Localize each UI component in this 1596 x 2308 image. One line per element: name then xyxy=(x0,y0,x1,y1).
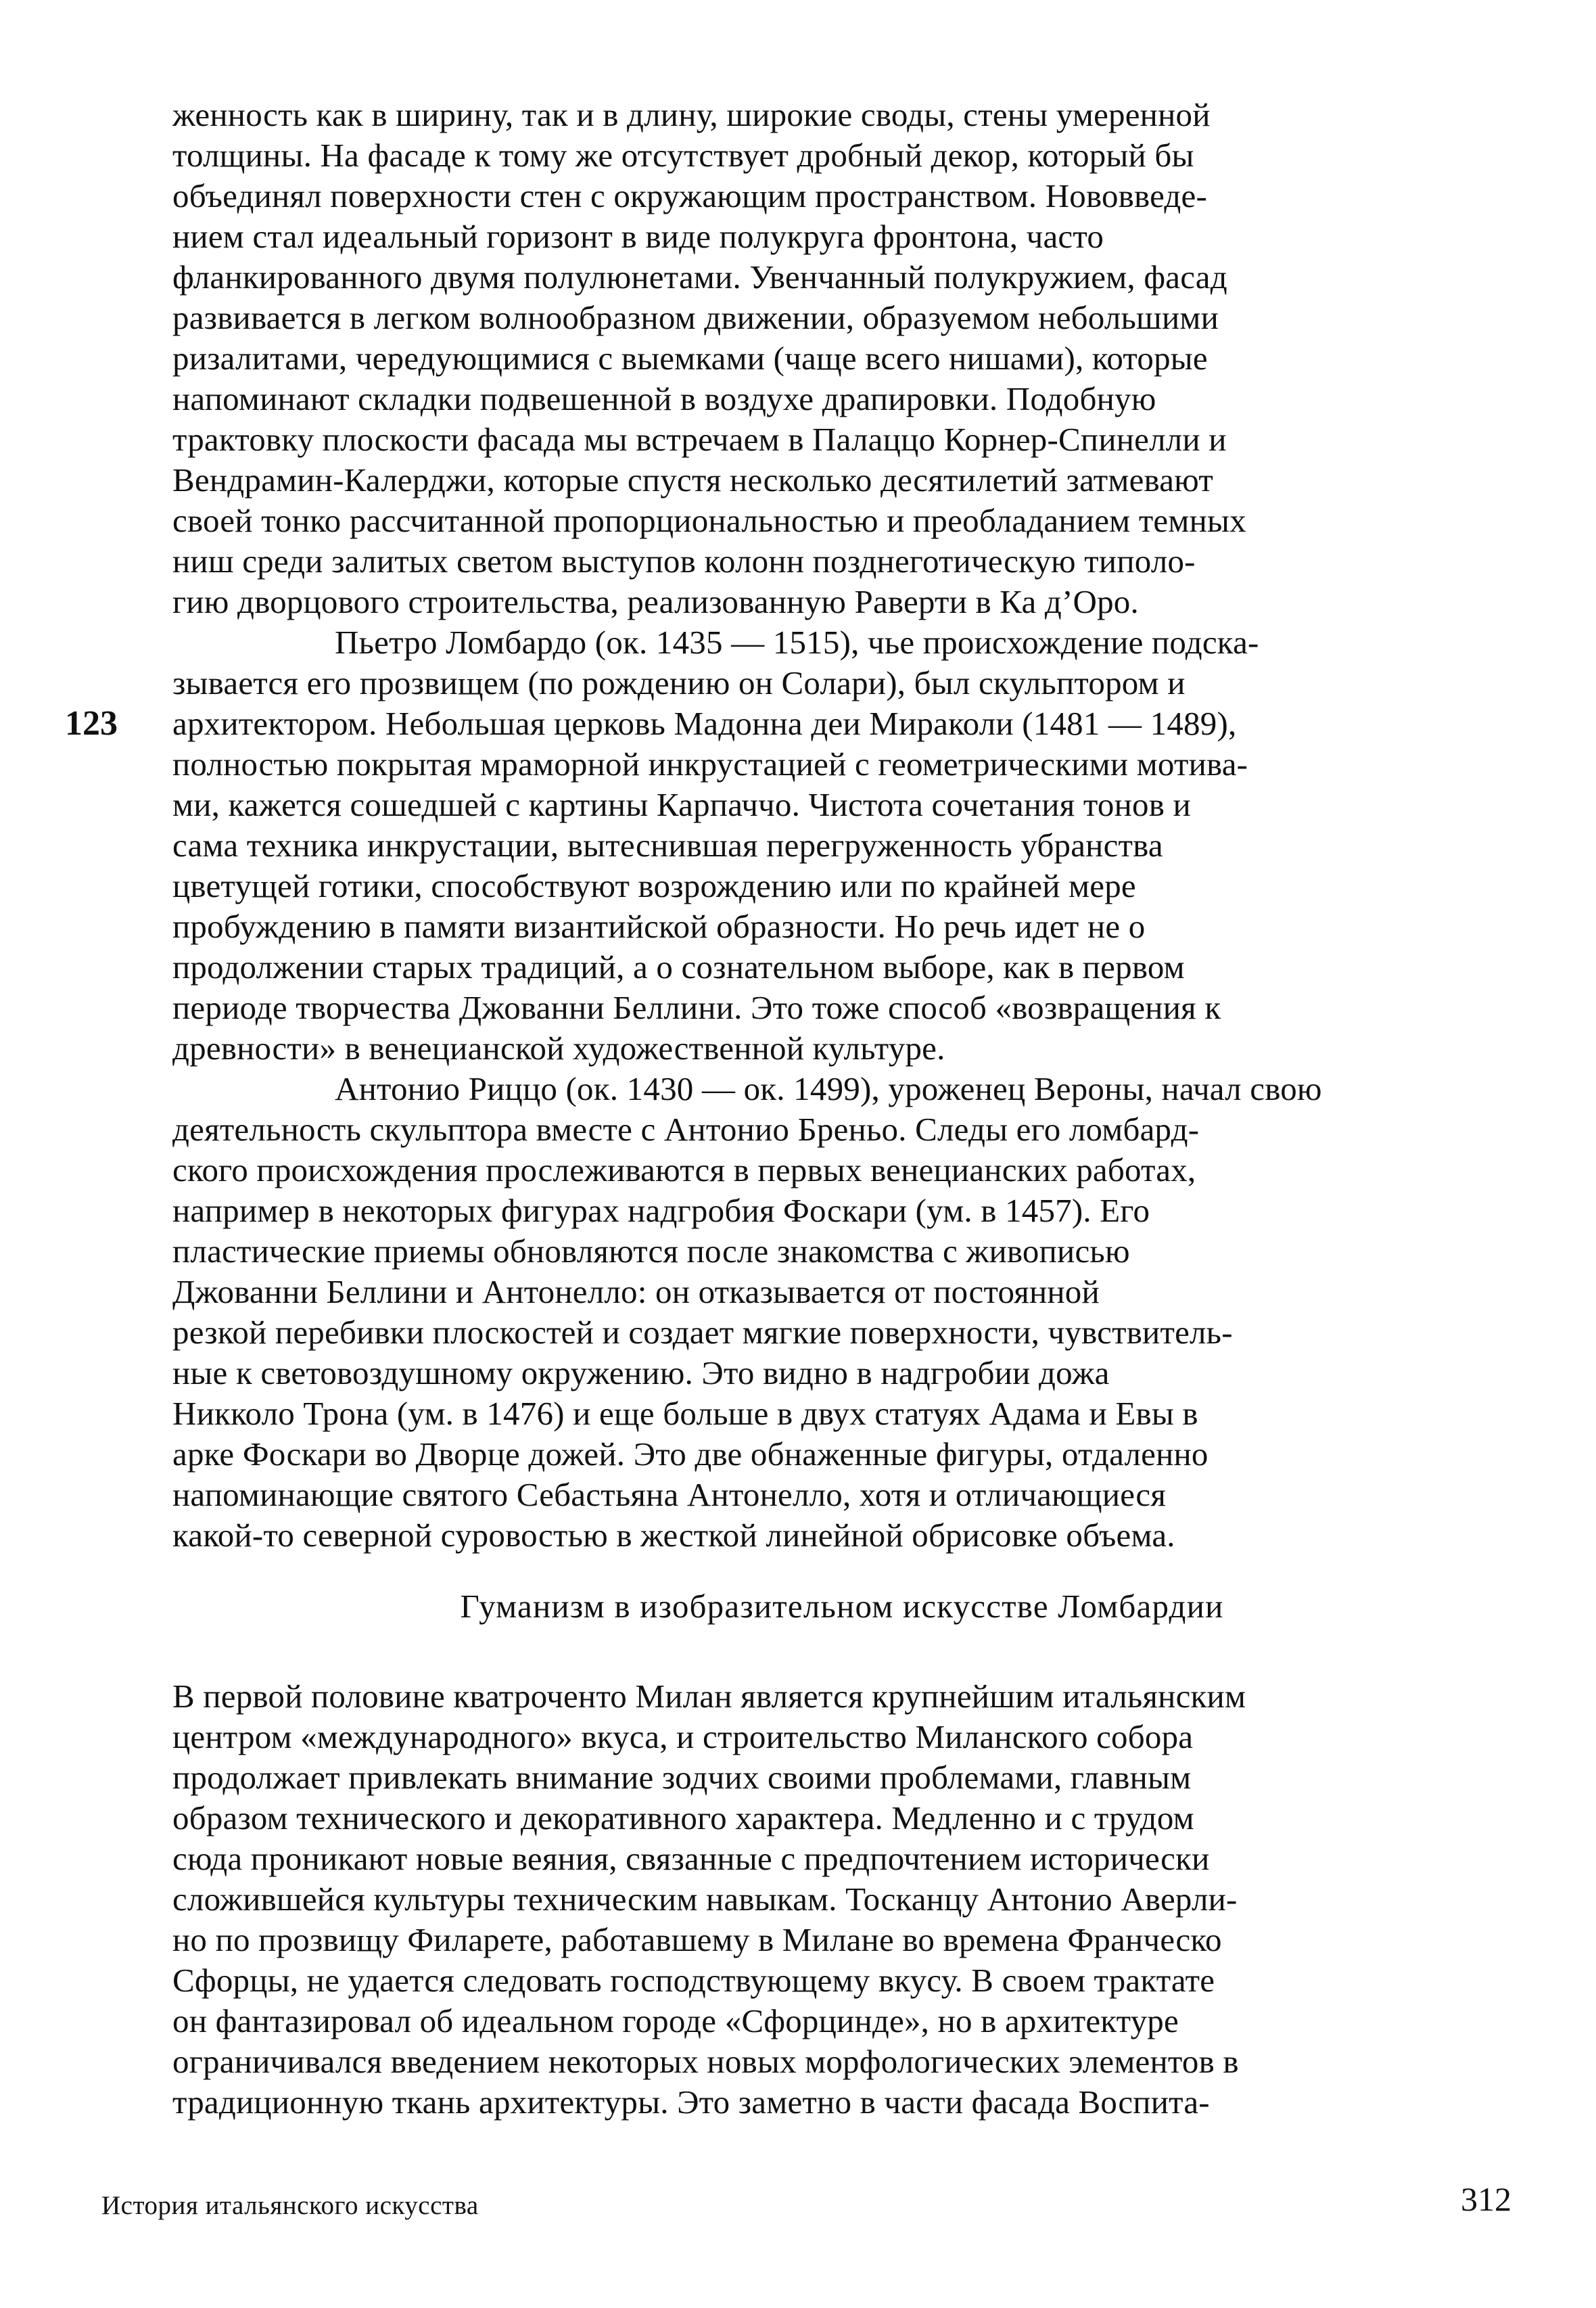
text-line: образом технического и декоративного характера. Медленно и с трудом xyxy=(172,1799,1194,1837)
text-line: например в некоторых фигурах надгробия Фоскари (ум. в 1457). Его xyxy=(172,1192,1150,1229)
text-line: цветущей готики, способствуют возрождению или по крайней мере xyxy=(172,867,1136,904)
text-line: ми, кажется сошедшей с картины Карпаччо. Чистота сочетания тонов и xyxy=(172,786,1191,823)
text-line: В первой половине кватроченто Милан является крупнейшим итальянским xyxy=(172,1678,1246,1715)
text-line: фланкированного двумя полулюнетами. Увенчанный полукружием, фасад xyxy=(172,258,1227,296)
text-line: он фантазировал об идеальном городе «Сфорцинде», но в архитектуре xyxy=(172,2002,1179,2039)
text-line: напоминающие святого Себастьяна Антонелло, хотя и отличающиеся xyxy=(172,1476,1167,1513)
text-line: нием стал идеальный горизонт в виде полукруга фронтона, часто xyxy=(172,218,1104,255)
text-line: напоминают складки подвешенной в воздухе драпировки. Подобную xyxy=(172,380,1156,417)
text-line: сама техника инкрустации, вытеснившая перегруженность убранства xyxy=(172,827,1163,864)
text-line: продолжении старых традиций, а о сознательном выборе, как в первом xyxy=(172,948,1185,986)
text-line: Сфорцы, не удается следовать господствующему вкусу. В своем трактате xyxy=(172,1962,1215,1999)
text-line: традиционную ткань архитектуры. Это заметно в части фасада Воспита- xyxy=(172,2083,1210,2121)
text-line: пробуждению в памяти византийской образности. Но речь идет не о xyxy=(172,908,1146,945)
text-line: Джованни Беллини и Антонелло: он отказывается от постоянной xyxy=(172,1273,1100,1310)
body-text-section-2 xyxy=(172,1676,1532,2123)
text-line: ниш среди залитых светом выступов колонн позднеготическую типоло- xyxy=(172,543,1196,580)
text-line: деятельность скульптора вместе с Антонио Бреньо. Следы его ломбард- xyxy=(172,1111,1200,1148)
text-line: продолжает привлекать внимание зодчих своими проблемами, главным xyxy=(172,1759,1192,1796)
text-line: но по прозвищу Филарете, работавшему в Милане во времена Франческо xyxy=(172,1921,1222,1958)
text-line: сюда проникают новые веяния, связанные с предпочтением исторически xyxy=(172,1840,1210,1877)
text-line: сложившейся культуры техническим навыкам. Тосканцу Антонио Аверли- xyxy=(172,1880,1238,1918)
text-line: полностью покрытая мраморной инкрустацией с геометрическими мотива- xyxy=(172,745,1248,783)
page-number: 312 xyxy=(1461,2180,1511,2218)
text-line: пластические приемы обновляются после знакомства с живописью xyxy=(172,1232,1130,1270)
text-line: какой-то северной суровостью в жесткой линейной обрисовке объема. xyxy=(172,1517,1175,1554)
marginal-illustration-number: 123 xyxy=(65,704,118,743)
text-line: зывается его прозвищем (по рождению он Солари), был скульптором и xyxy=(172,664,1186,701)
text-line: Пьетро Ломбардо (ок. 1435 — 1515), чье происхождение подска- xyxy=(335,624,1259,661)
text-line: толщины. На фасаде к тому же отсутствует дробный декор, который бы xyxy=(172,137,1194,174)
text-line: архитектором. Небольшая церковь Мадонна деи Мираколи (1481 — 1489), xyxy=(172,705,1237,742)
text-line: периоде творчества Джованни Беллини. Это тоже способ «возвращения к xyxy=(172,989,1221,1026)
text-line: Никколо Трона (ум. в 1476) и еще больше в двух статуях Адама и Евы в xyxy=(172,1395,1198,1432)
text-line: трактовку плоскости фасада мы встречаем в Палаццо Корнер-Спинелли и xyxy=(172,421,1227,458)
text-line: арке Фоскари во Дворце дожей. Это две обнаженные фигуры, отдаленно xyxy=(172,1435,1208,1473)
text-line: ограничивался введением некоторых новых морфологических элементов в xyxy=(172,2043,1239,2080)
text-line: своей тонко рассчитанной пропорциональностью и преобладанием темных xyxy=(172,502,1246,539)
text-line: центром «международного» вкуса, и строительство Миланского собора xyxy=(172,1718,1194,1755)
text-line: развивается в легком волнообразном движении, образуемом небольшими xyxy=(172,299,1219,336)
text-line: женность как в ширину, так и в длину, широкие своды, стены умеренной xyxy=(172,96,1211,133)
text-line: Антонио Риццо (ок. 1430 — ок. 1499), уроженец Вероны, начал свою xyxy=(335,1070,1322,1107)
section-heading: Гуманизм в изобразительном искусстве Ломбардии xyxy=(460,1588,1224,1625)
text-line: древности» в венецианской художественной культуре. xyxy=(172,1030,945,1067)
text-line: объединял поверхности стен с окружающим пространством. Нововведе- xyxy=(172,177,1207,214)
text-line: ризалитами, чередующимися с выемками (чаще всего нишами), которые xyxy=(172,340,1208,377)
text-line: резкой перебивки плоскостей и создает мягкие поверхности, чувствитель- xyxy=(172,1314,1233,1351)
text-line: Вендрамин-Калерджи, которые спустя несколько десятилетий затмевают xyxy=(172,461,1213,499)
text-line: ные к световоздушному окружению. Это видно в надгробии дожа xyxy=(172,1354,1110,1391)
text-line: гию дворцового строительства, реализованную Раверти в Ка д’Оро. xyxy=(172,583,1139,620)
body-text-section-1 xyxy=(172,95,1532,1556)
text-line: ского происхождения прослеживаются в первых венецианских работах, xyxy=(172,1151,1196,1188)
running-footer-book-title: История итальянского искусства xyxy=(101,2191,479,2220)
